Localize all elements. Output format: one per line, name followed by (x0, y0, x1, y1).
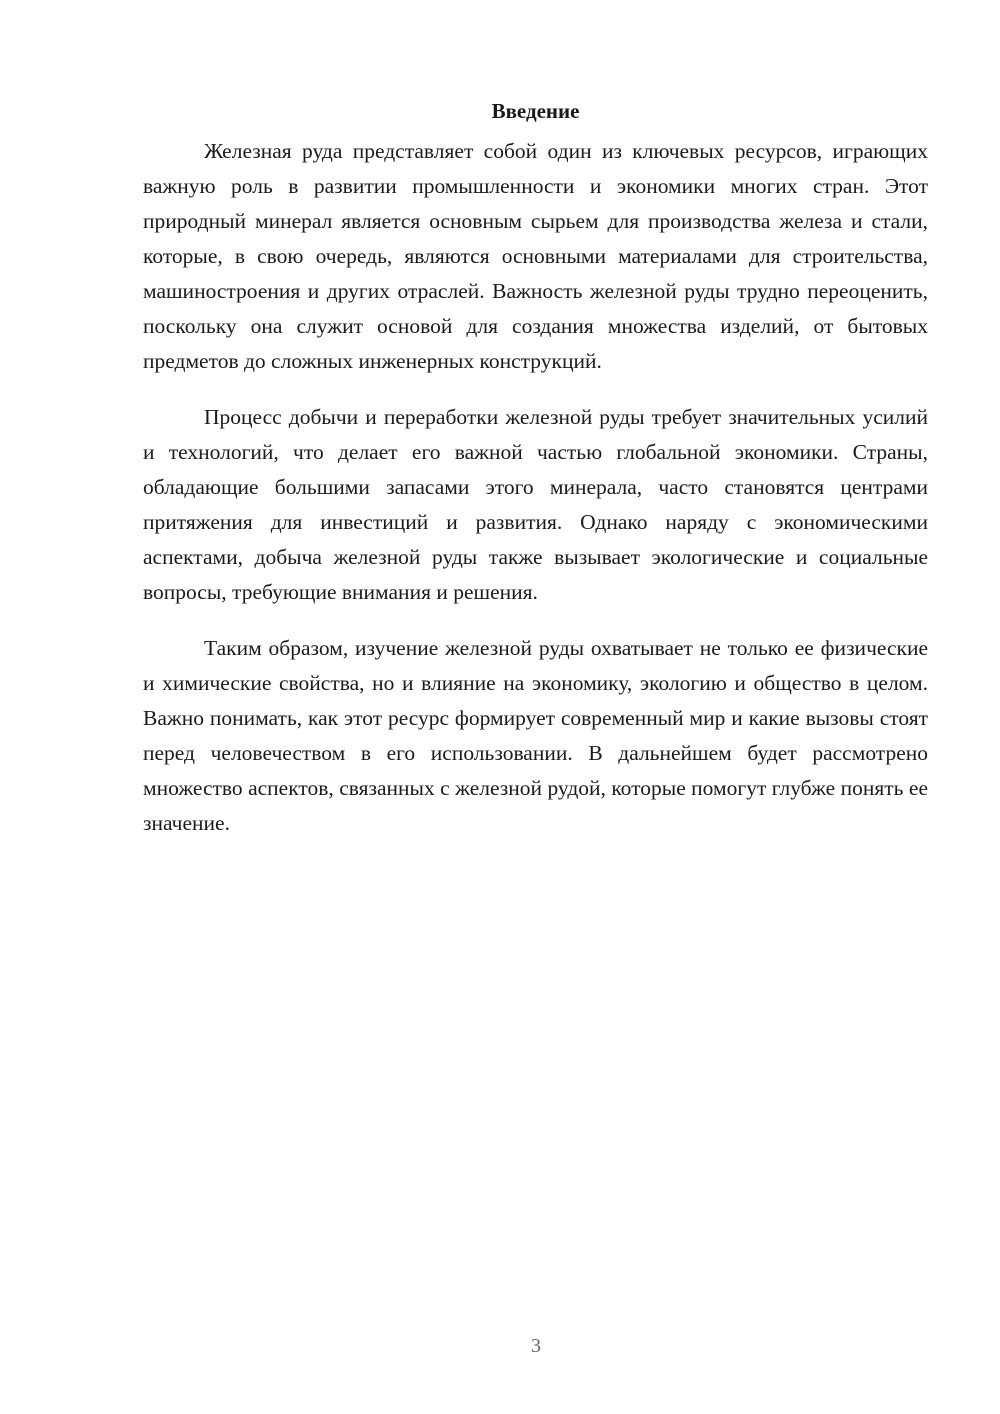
section-heading: Введение (491, 99, 580, 123)
paragraph-2: Процесс добычи и переработки железной руды требует значительных усилий и технологий, что делает его важной частью глобальной экономики. Страны, обладающие большими запасами этого минерала, часто становятся центрами притяжения для инвестиций и развития. Однако наряду с экономическими аспектами, добыча железной руды также вызывает экологические и социальные вопросы, требующие внимания и решения. (143, 405, 928, 604)
page-content (143, 96, 928, 862)
paragraph-3: Таким образом, изучение железной руды охватывает не только ее физические и химические свойства, но и влияние на экономику, экологию и общество в целом. Важно понимать, как этот ресурс формирует современный мир и какие вызовы стоят перед человечеством в его использовании. В дальнейшем будет рассмотрено множество аспектов, связанных с железной рудой, которые помогут глубже понять ее значение. (143, 636, 928, 835)
page-number: 3 (531, 1335, 541, 1357)
paragraph-1: Железная руда представляет собой один из ключевых ресурсов, играющих важную роль в развитии промышленности и экономики многих стран. Этот природный минерал является основным сырьем для производства железа и стали, которые, в свою очередь, являются основными материалами для строительства, машиностроения и других отраслей. Важность железной руды трудно переоценить, поскольку она служит основой для создания множества изделий, от бытовых предметов до сложных инженерных конструкций. (143, 139, 928, 373)
